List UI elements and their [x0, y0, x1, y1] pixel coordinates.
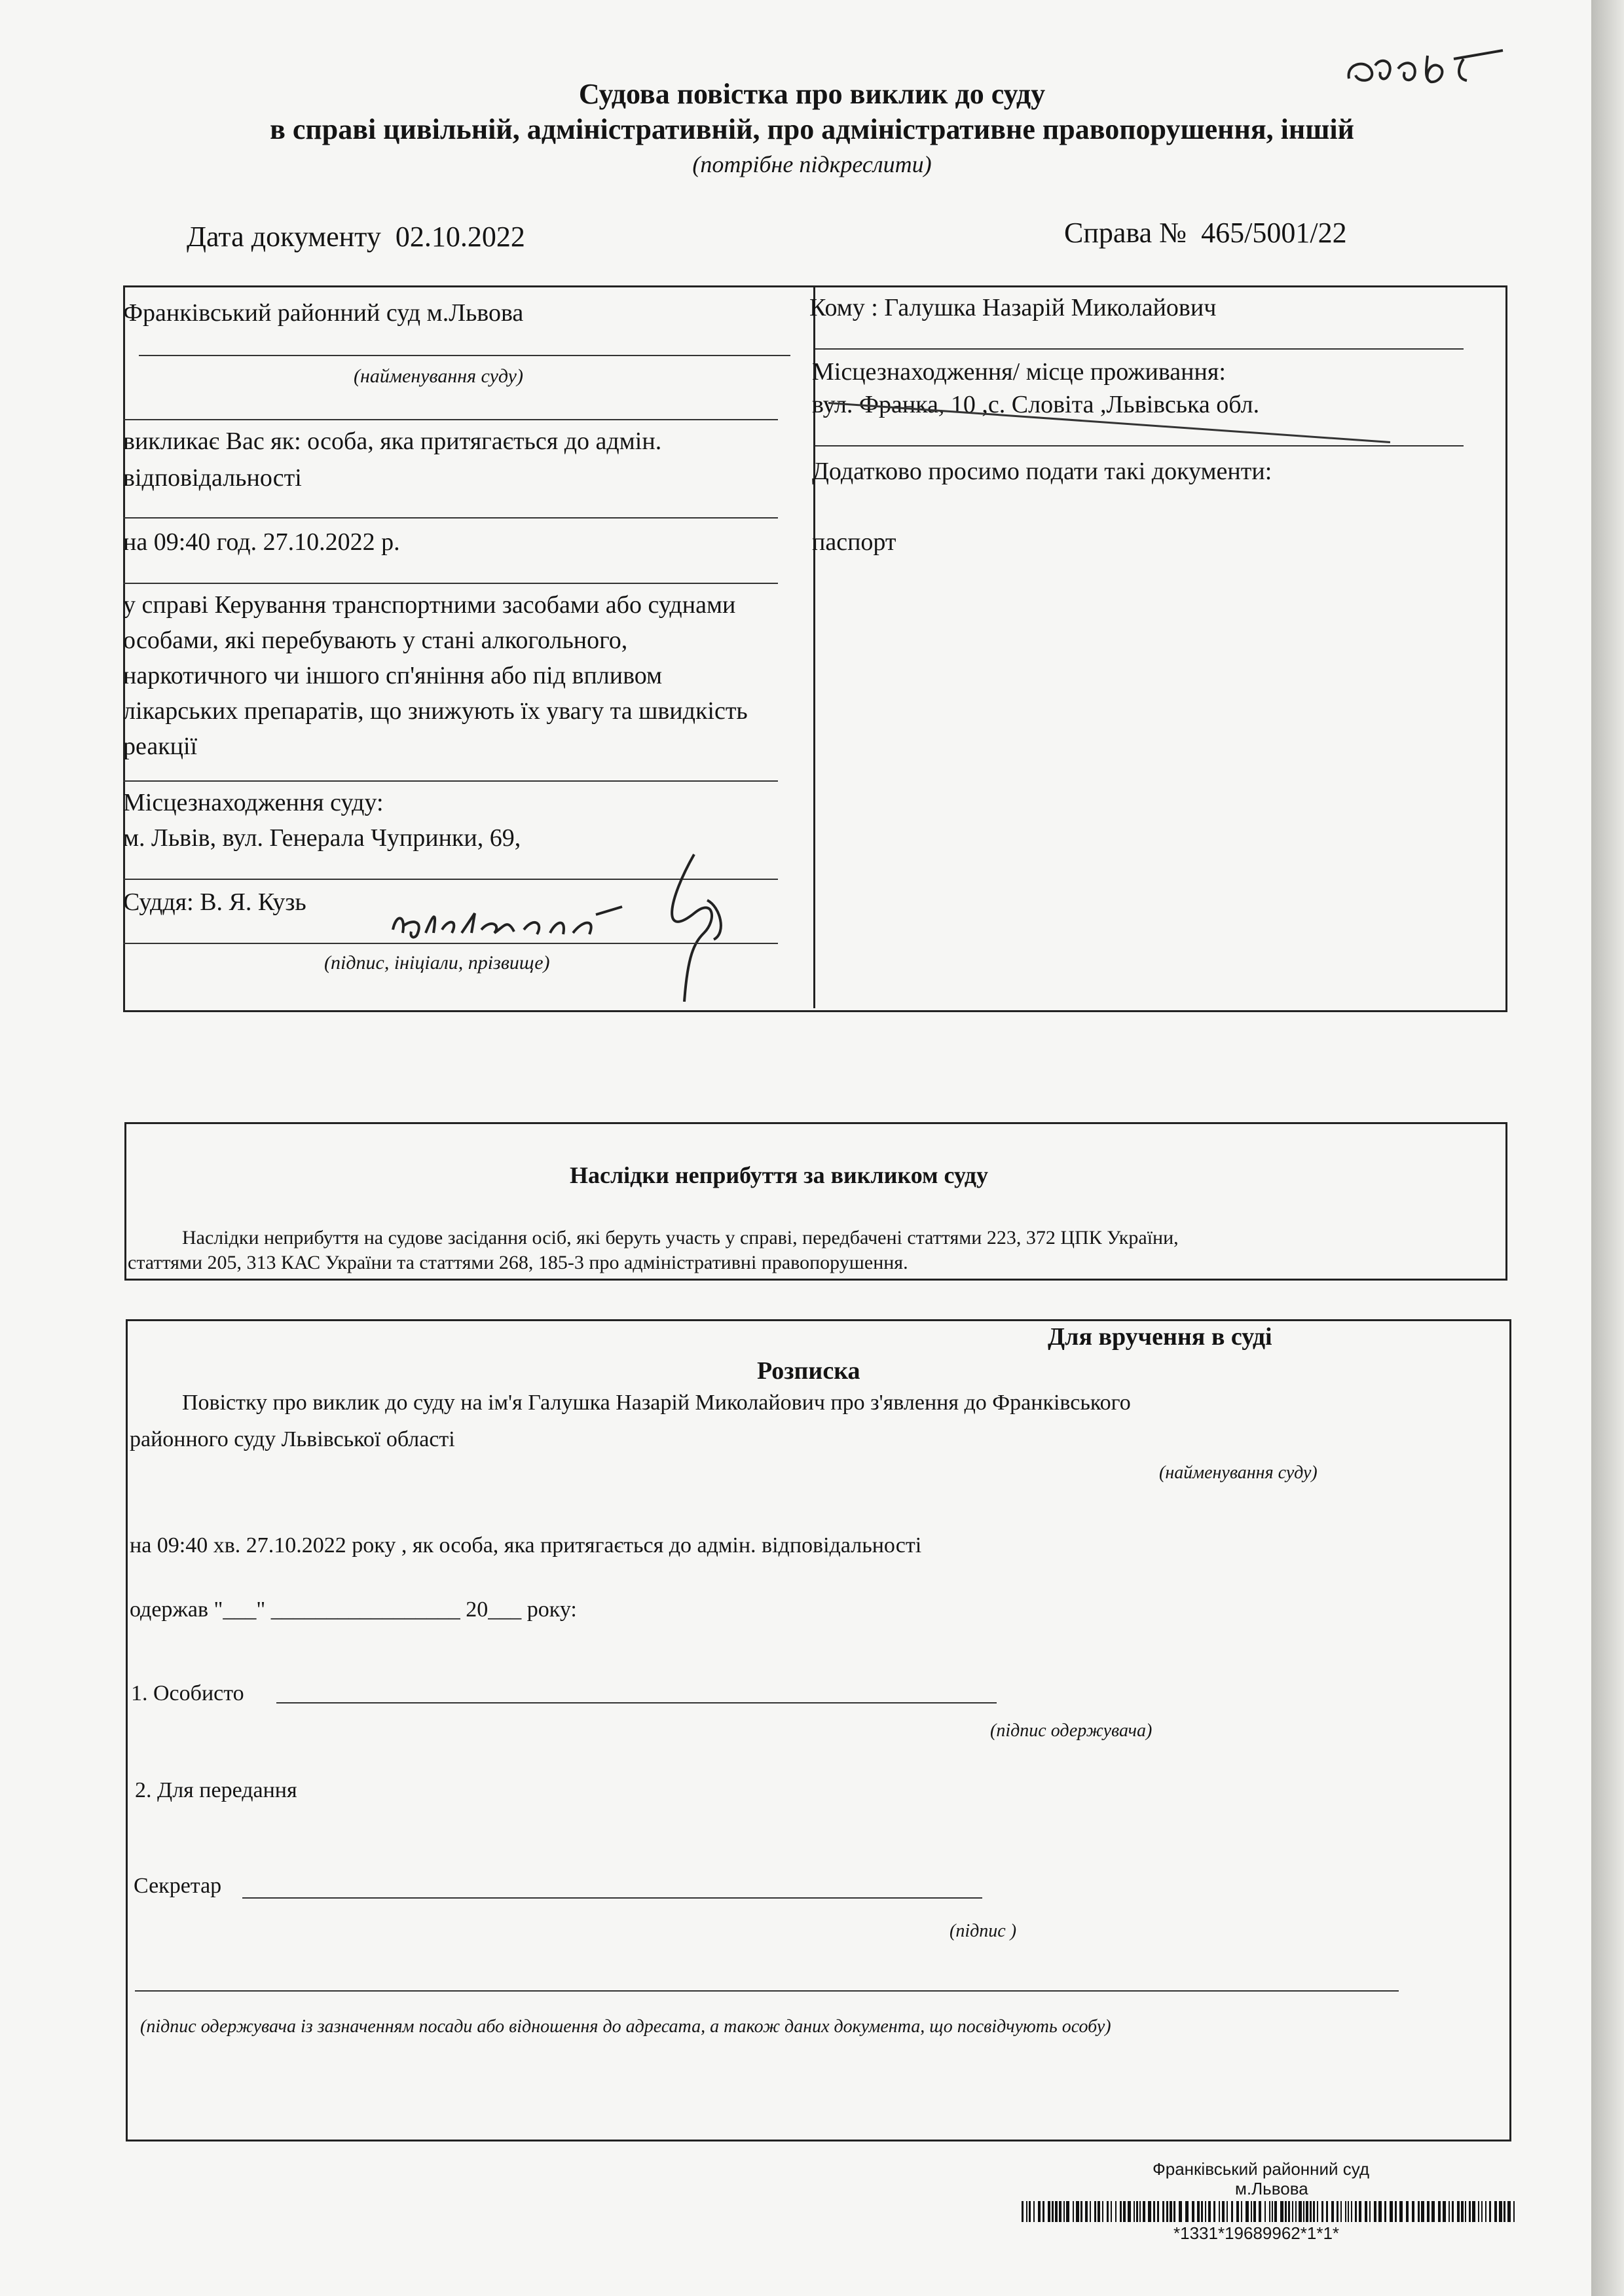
- title-line-2: в справі цивільній, адміністративній, про адміністративне правопорушення, іншій: [270, 113, 1354, 145]
- date-label: Дата документу 02.10.2022: [187, 221, 525, 253]
- receipt-time-line: на 09:40 хв. 27.10.2022 року , як особа, яка притягається до адмін. відповідальності: [130, 1533, 922, 1558]
- title-hint: (потрібне підкреслити): [692, 151, 932, 177]
- delivery-label: Для вручення в суді: [1048, 1323, 1272, 1351]
- divider-line: [815, 445, 1464, 446]
- address-label: Місцезнаходження/ місце проживання:: [812, 358, 1226, 386]
- hearing-time: на 09:40 год. 27.10.2022 р.: [123, 528, 400, 556]
- receipt-line-2: районного суду Львівської області: [130, 1427, 455, 1451]
- case-desc-4: лікарських препаратів, що знижують їх увагу та швидкість: [123, 697, 748, 725]
- receipt-line-1: Повістку про виклик до суду на ім'я Галушка Назарій Миколайович про з'явлення до Франківського: [182, 1391, 1131, 1415]
- bottom-caption: (підпис одержувача із зазначенням посади або відношення до адресата, а також даних документа, що посвідчують особу): [140, 2016, 1111, 2037]
- court-name: Франківський районний суд м.Львова: [123, 299, 524, 327]
- recipient-name: Кому : Галушка Назарій Миколайович: [809, 294, 1217, 321]
- divider-line: [123, 517, 778, 519]
- case-desc-1: у справі Керування транспортними засобами або суднами: [123, 591, 736, 619]
- documents-label: Додатково просимо подати такі документи:: [812, 458, 1272, 485]
- receipt-title: Розписка: [757, 1357, 860, 1385]
- consequences-line-2: статтями 205, 313 КАС України та статтями 268, 185-3 про адміністративні правопорушення.: [128, 1252, 908, 1273]
- personal-signature-line[interactable]: [276, 1702, 997, 1704]
- divider-line: [123, 419, 778, 420]
- judge-signature: [386, 841, 805, 1011]
- personal-caption: (підпис одержувача): [990, 1721, 1153, 1741]
- secretary-caption: (підпис ): [950, 1921, 1017, 1941]
- transfer-label: 2. Для передання: [135, 1778, 297, 1802]
- case-number: Справа № 465/5001/22: [1064, 217, 1347, 249]
- title-line-1: Судова повістка про виклик до суду: [578, 78, 1046, 110]
- documents-value: паспорт: [812, 528, 896, 556]
- court-location-value: м. Львів, вул. Генерала Чупринки, 69,: [123, 824, 521, 852]
- secretary-signature-line[interactable]: [242, 1897, 982, 1899]
- case-desc-3: наркотичного чи іншого сп'яніння або під впливом: [123, 662, 663, 689]
- footer-court-line-2: м.Львова: [1235, 2179, 1308, 2198]
- received-line: одержав "___" _________________ 20___ року:: [130, 1597, 577, 1622]
- personal-label: 1. Особисто: [131, 1681, 244, 1705]
- barcode: [1022, 2201, 1519, 2223]
- court-location-label: Місцезнаходження суду:: [123, 789, 384, 816]
- footer-court-line-1: Франківський районний суд: [1153, 2159, 1370, 2179]
- divider-line: [815, 348, 1464, 350]
- barcode-text: *1331*19689962*1*1*: [1173, 2223, 1340, 2243]
- case-desc-5: реакції: [123, 733, 198, 760]
- summons-role-line1: викликає Вас як: особа, яка притягається до адмін.: [123, 428, 662, 455]
- case-value: 465/5001/22: [1201, 217, 1347, 249]
- consequences-title: Наслідки неприбуття за викликом суду: [570, 1162, 988, 1188]
- date-value: 02.10.2022: [395, 221, 525, 253]
- summons-role-line2: відповідальності: [123, 464, 302, 492]
- secretary-label: Секретар: [134, 1874, 222, 1898]
- receipt-court-caption: (найменування суду): [1159, 1463, 1318, 1483]
- court-name-underline: [139, 355, 790, 356]
- page-edge: [1591, 0, 1624, 2296]
- divider-line: [123, 780, 778, 782]
- case-desc-2: особами, які перебувають у стані алкогольного,: [123, 627, 628, 654]
- judge-name: Суддя: В. Я. Кузь: [123, 888, 306, 916]
- bottom-signature-line[interactable]: [135, 1990, 1399, 1992]
- address-value: вул. Франка, 10 ,с. Словіта ,Львівська обл.: [812, 391, 1260, 418]
- signature-line: [123, 943, 778, 944]
- divider-line: [123, 583, 778, 584]
- court-caption: (найменування суду): [354, 365, 523, 387]
- signature-caption: (підпис, ініціали, прізвище): [324, 952, 550, 974]
- consequences-line-1: Наслідки неприбуття на судове засідання осіб, які беруть участь у справі, передбачені статтями 223, 372 ЦПК України,: [182, 1227, 1179, 1248]
